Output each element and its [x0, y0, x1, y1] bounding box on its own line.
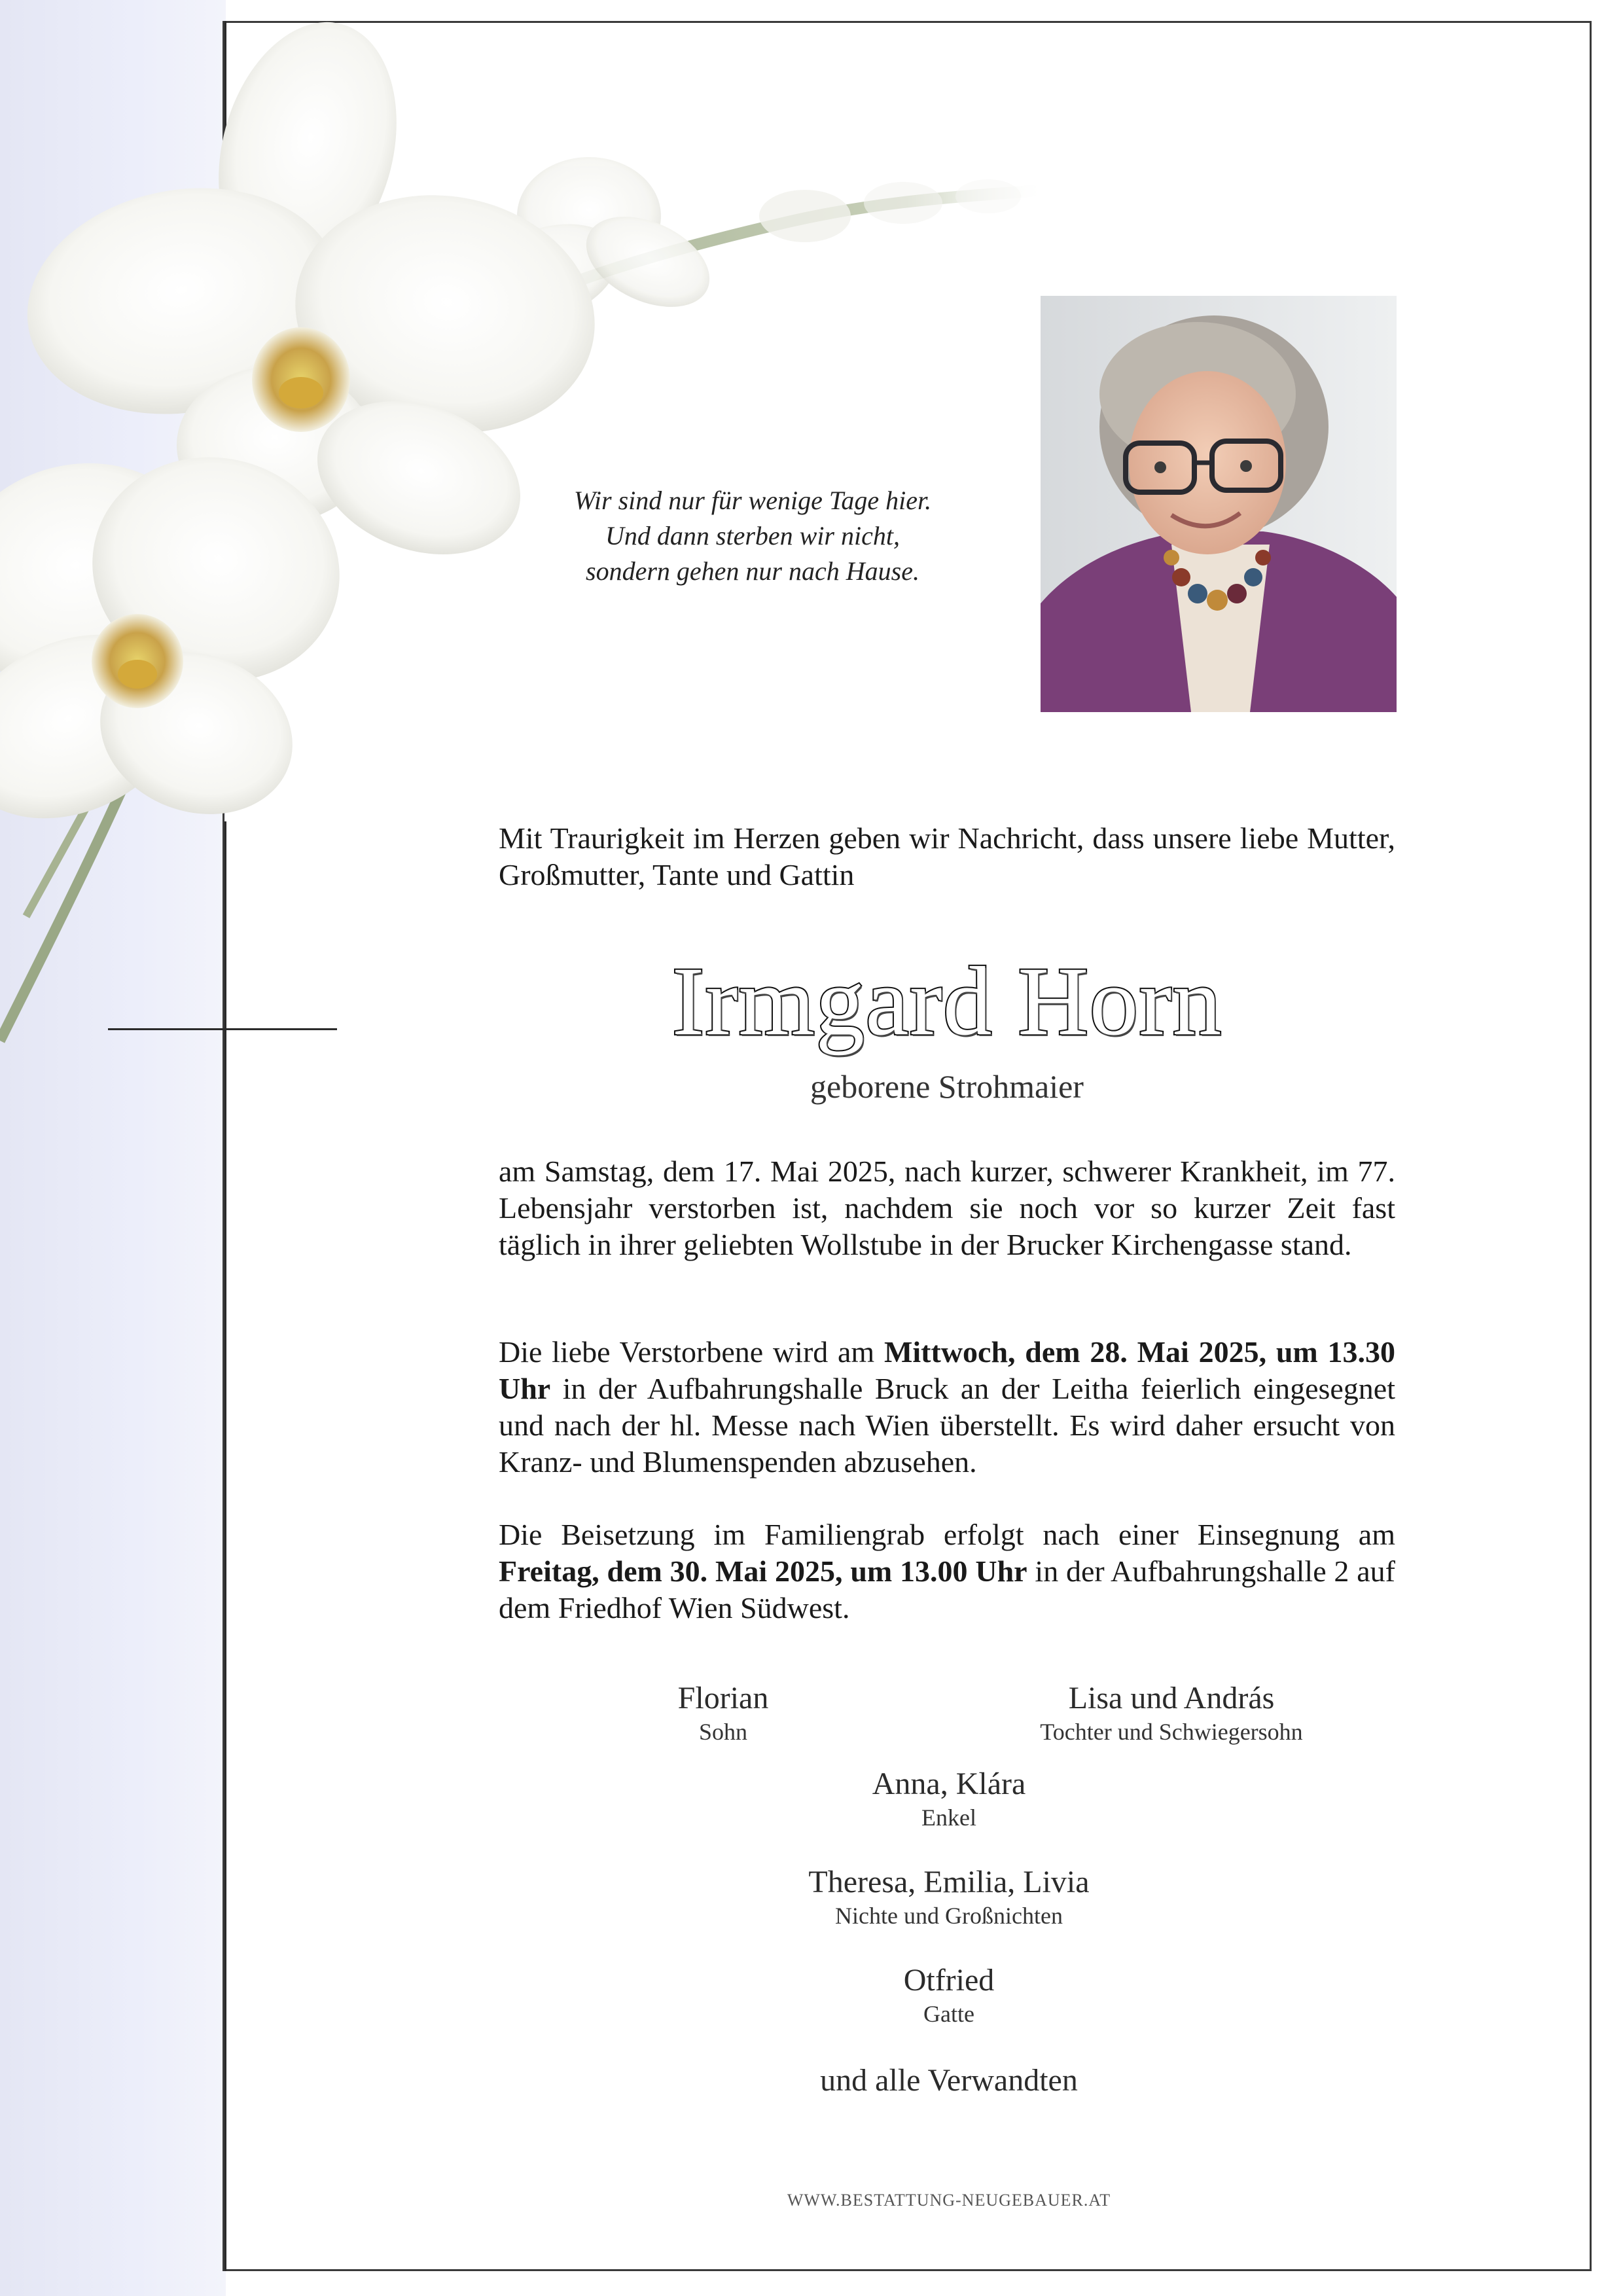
mourner-relation: Nichte und Großnichten — [835, 1903, 1063, 1929]
quote-line: Wir sind nur für wenige Tage hier. — [573, 486, 932, 515]
mourner-relation: Gatte — [923, 2001, 974, 2027]
mourner — [592, 1679, 854, 1746]
deceased-name: Irmgard Horn — [671, 947, 1222, 1056]
mourner-name: Theresa, Emilia, Livia — [808, 1865, 1090, 1899]
mourner-name: Anna, Klára — [872, 1767, 1026, 1801]
intro-text: Mit Traurigkeit im Herzen geben wir Nachricht, dass unsere liebe Mutter, Großmutter, Tante und Gattin — [499, 821, 1395, 891]
burial-text: in der Aufbahrungshalle 2 auf dem Friedhof Wien Südwest. — [499, 1554, 1395, 1624]
mourner-name: Florian — [677, 1681, 769, 1715]
quote-line: Und dann sterben wir nicht, — [605, 521, 900, 550]
portrait-illustration — [1041, 296, 1397, 712]
mourner-relation: Sohn — [698, 1719, 748, 1745]
mourner-relation: Tochter und Schwiegersohn — [1040, 1719, 1303, 1745]
burial-paragraph — [499, 1516, 1395, 1626]
mourner — [720, 1863, 1178, 1930]
portrait-photo — [1041, 296, 1397, 712]
funeral-text: in der Aufbahrungshalle Bruck an der Leitha feierlich eingesegnet und nach der hl. Messe nach Wien überstellt. Es wird daher ersucht von Kranz- und Blumenspenden abzusehen. — [499, 1372, 1395, 1479]
mourner-name: Otfried — [903, 1963, 995, 1998]
quote-line: sondern gehen nur nach Hause. — [586, 556, 919, 586]
maiden-name: geborene Strohmaier — [810, 1068, 1084, 1105]
mourner — [785, 1962, 1113, 2028]
memorial-quote — [484, 483, 1021, 589]
mourner — [975, 1679, 1368, 1746]
funeral-date: Mittwoch, dem 28. Mai 2025, um 13.30 Uhr — [499, 1335, 1395, 1405]
burial-text: Die Beisetzung im Familiengrab erfolgt nach einer Einsegnung am — [499, 1518, 1395, 1551]
burial-date: Freitag, dem 30. Mai 2025, um 13.00 Uhr — [499, 1554, 1027, 1588]
funeral-text: Die liebe Verstorbene wird am — [499, 1335, 884, 1369]
closing-line: und alle Verwandten — [820, 2063, 1078, 2098]
mourner-relation: Enkel — [921, 1804, 976, 1831]
funeral-paragraph — [499, 1334, 1395, 1480]
death-notice-paragraph: am Samstag, dem 17. Mai 2025, nach kurzer, schwerer Krankheit, im 77. Lebensjahr verstorben ist, nachdem sie noch vor so kurzer Zeit fast täglich in ihrer geliebten Wollstube in der Brucker Kirchengasse stand. — [499, 1155, 1395, 1261]
mourner — [753, 1765, 1145, 1832]
mourner-name: Lisa und András — [1068, 1681, 1275, 1715]
funeral-home-website: WWW.BESTATTUNG-NEUGEBAUER.AT — [787, 2191, 1111, 2210]
